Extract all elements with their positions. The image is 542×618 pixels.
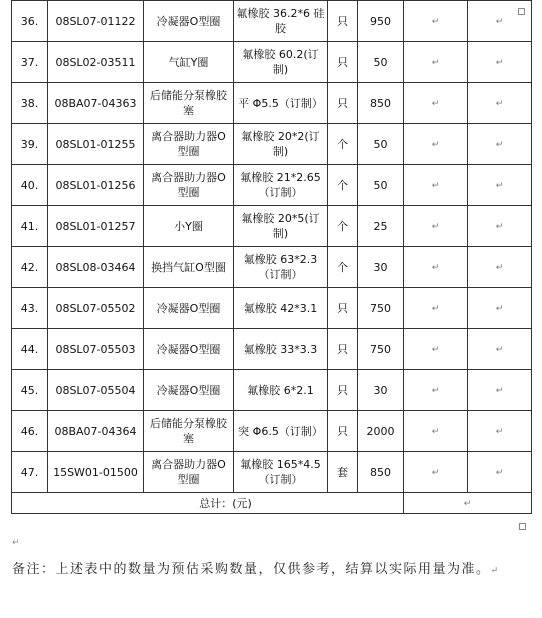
- part-name-cell: 冷凝器O型圈: [144, 370, 234, 411]
- unit-cell: 套: [328, 452, 358, 493]
- total-row: [12, 493, 532, 514]
- part-code-cell: 08SL07-05503: [48, 329, 144, 370]
- part-code-cell: 08SL01-01255: [48, 124, 144, 165]
- unit-price-cell: ↵: [404, 452, 468, 493]
- part-name-cell: 离合器助力器O型圈: [144, 165, 234, 206]
- table-row: [12, 206, 532, 247]
- part-code-cell: 08BA07-04364: [48, 411, 144, 452]
- part-spec-cell: 氟橡胶 33*3.3: [234, 329, 328, 370]
- part-code-cell: 15SW01-01500: [48, 452, 144, 493]
- part-spec-cell: 氟橡胶 60.2(订制): [234, 42, 328, 83]
- quantity-cell: 850: [358, 452, 404, 493]
- amount-cell: ↵: [468, 370, 532, 411]
- table-row: [12, 452, 532, 493]
- table-resize-handle[interactable]: [519, 523, 526, 530]
- amount-cell: ↵: [468, 247, 532, 288]
- unit-cell: 个: [328, 165, 358, 206]
- unit-cell: 只: [328, 288, 358, 329]
- part-spec-cell: 氟橡胶 36.2*6 硅胶: [234, 1, 328, 42]
- part-spec-cell: 氟橡胶 20*5(订制): [234, 206, 328, 247]
- part-spec-cell: 突 Φ6.5（订制）: [234, 411, 328, 452]
- part-name-cell: 冷凝器O型圈: [144, 288, 234, 329]
- quantity-cell: 750: [358, 288, 404, 329]
- amount-cell: ↵: [468, 288, 532, 329]
- quantity-cell: 50: [358, 42, 404, 83]
- part-code-cell: 08BA07-04363: [48, 83, 144, 124]
- unit-price-cell: ↵: [404, 370, 468, 411]
- part-name-cell: 冷凝器O型圈: [144, 329, 234, 370]
- total-value-cell: ↵: [404, 493, 532, 514]
- unit-price-cell: ↵: [404, 42, 468, 83]
- amount-cell: ↵: [468, 411, 532, 452]
- quantity-cell: 850: [358, 83, 404, 124]
- row-number-cell: 37.: [12, 42, 48, 83]
- quantity-cell: 950: [358, 1, 404, 42]
- unit-price-cell: ↵: [404, 1, 468, 42]
- unit-cell: 只: [328, 329, 358, 370]
- quantity-cell: 30: [358, 247, 404, 288]
- table-row: [12, 124, 532, 165]
- total-label: 总计：(元): [12, 493, 404, 514]
- part-code-cell: 08SL01-01256: [48, 165, 144, 206]
- part-code-cell: 08SL08-03464: [48, 247, 144, 288]
- row-number-cell: 41.: [12, 206, 48, 247]
- amount-cell: ↵: [468, 124, 532, 165]
- table-row: [12, 83, 532, 124]
- amount-cell: ↵: [468, 165, 532, 206]
- part-spec-cell: 氟橡胶 42*3.1: [234, 288, 328, 329]
- quantity-cell: 2000: [358, 411, 404, 452]
- part-spec-cell: 氟橡胶 63*2.3（订制）: [234, 247, 328, 288]
- unit-cell: 个: [328, 206, 358, 247]
- unit-price-cell: ↵: [404, 206, 468, 247]
- table-row: [12, 1, 532, 42]
- part-spec-cell: 氟橡胶 165*4.5（订制）: [234, 452, 328, 493]
- unit-cell: 只: [328, 411, 358, 452]
- table-row: [12, 165, 532, 206]
- unit-price-cell: ↵: [404, 288, 468, 329]
- unit-cell: 只: [328, 1, 358, 42]
- amount-cell: ↵: [468, 42, 532, 83]
- part-code-cell: 08SL01-01257: [48, 206, 144, 247]
- part-spec-cell: 氟橡胶 6*2.1: [234, 370, 328, 411]
- table-row: [12, 329, 532, 370]
- row-number-cell: 40.: [12, 165, 48, 206]
- part-code-cell: 08SL07-05504: [48, 370, 144, 411]
- quantity-cell: 25: [358, 206, 404, 247]
- row-number-cell: 39.: [12, 124, 48, 165]
- unit-cell: 只: [328, 370, 358, 411]
- part-spec-cell: 氟橡胶 20*2(订制): [234, 124, 328, 165]
- part-name-cell: 离合器助力器O型圈: [144, 124, 234, 165]
- table-row: [12, 411, 532, 452]
- quantity-cell: 750: [358, 329, 404, 370]
- quantity-cell: 50: [358, 165, 404, 206]
- unit-price-cell: ↵: [404, 83, 468, 124]
- part-code-cell: 08SL07-05502: [48, 288, 144, 329]
- part-name-cell: 后储能分泵橡胶塞: [144, 411, 234, 452]
- row-number-cell: 43.: [12, 288, 48, 329]
- unit-price-cell: ↵: [404, 329, 468, 370]
- amount-cell: ↵: [468, 329, 532, 370]
- row-number-cell: 36.: [12, 1, 48, 42]
- quantity-cell: 30: [358, 370, 404, 411]
- row-number-cell: 45.: [12, 370, 48, 411]
- part-code-cell: 08SL07-01122: [48, 1, 144, 42]
- unit-cell: 只: [328, 83, 358, 124]
- unit-price-cell: ↵: [404, 124, 468, 165]
- part-name-cell: 离合器助力器O型圈: [144, 452, 234, 493]
- table-body: [12, 1, 532, 493]
- unit-price-cell: ↵: [404, 247, 468, 288]
- part-name-cell: 换挡气缸O型圈: [144, 247, 234, 288]
- amount-cell: ↵: [468, 83, 532, 124]
- quantity-cell: 50: [358, 124, 404, 165]
- table-row: [12, 370, 532, 411]
- items-table: [11, 0, 532, 514]
- table-row: [12, 247, 532, 288]
- row-number-cell: 38.: [12, 83, 48, 124]
- part-spec-cell: 氟橡胶 21*2.65（订制）: [234, 165, 328, 206]
- unit-price-cell: ↵: [404, 165, 468, 206]
- amount-cell: ↵: [468, 1, 532, 42]
- row-number-cell: 47.: [12, 452, 48, 493]
- amount-cell: ↵: [468, 452, 532, 493]
- table-move-handle[interactable]: [518, 8, 525, 15]
- part-code-cell: 08SL02-03511: [48, 42, 144, 83]
- row-number-cell: 42.: [12, 247, 48, 288]
- row-number-cell: 44.: [12, 329, 48, 370]
- part-name-cell: 气缸Y圈: [144, 42, 234, 83]
- unit-price-cell: ↵: [404, 411, 468, 452]
- unit-cell: 个: [328, 124, 358, 165]
- footnote-remark: 备注：上述表中的数量为预估采购数量，仅供参考，结算以实际用量为准。↵: [12, 562, 500, 577]
- part-name-cell: 小Y圈: [144, 206, 234, 247]
- table-row: [12, 288, 532, 329]
- table-row: [12, 42, 532, 83]
- footnote-text: 备注：上述表中的数量为预估采购数量，仅供参考，结算以实际用量为准。: [12, 562, 491, 577]
- part-name-cell: 冷凝器O型圈: [144, 1, 234, 42]
- amount-cell: ↵: [468, 206, 532, 247]
- part-name-cell: 后储能分泵橡胶塞: [144, 83, 234, 124]
- part-spec-cell: 平 Φ5.5（订制）: [234, 83, 328, 124]
- unit-cell: 只: [328, 42, 358, 83]
- unit-cell: 个: [328, 247, 358, 288]
- paragraph-mark: ↵: [12, 538, 20, 548]
- row-number-cell: 46.: [12, 411, 48, 452]
